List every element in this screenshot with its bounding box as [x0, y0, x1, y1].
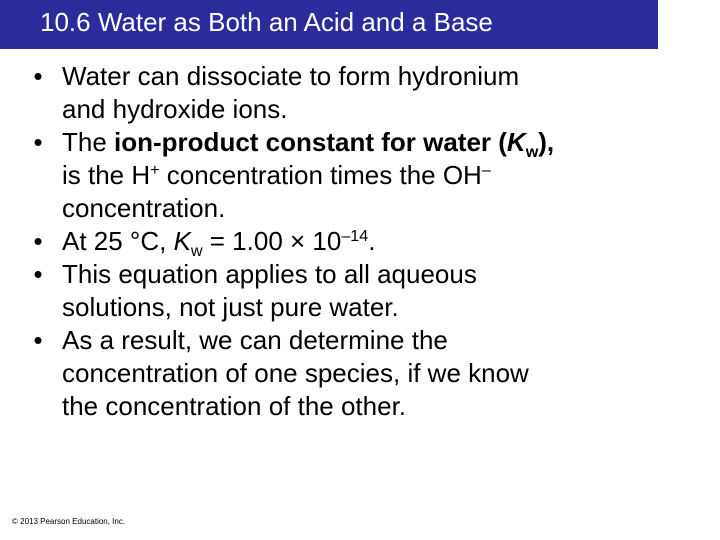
minus-superscript: –: [481, 161, 491, 180]
bullet-text: the concentration of the other.: [62, 391, 407, 421]
bullet-item: [28, 60, 708, 126]
bullet-text: As a result, we can determine the: [62, 325, 448, 355]
bullet-line: [62, 159, 708, 192]
bullet-item: [28, 324, 708, 423]
bullet-text: At 25 °C,: [62, 226, 174, 256]
bullet-text: This equation applies to all aqueous: [62, 259, 477, 289]
bullet-text: The: [62, 127, 115, 157]
kw-symbol: K: [506, 127, 526, 157]
bullet-list: [28, 60, 708, 423]
bullet-item: [28, 126, 708, 225]
title-bar: [0, 0, 658, 49]
exponent-superscript: –14: [341, 227, 369, 246]
bullet-text: is the H: [62, 160, 151, 190]
copyright-footer: © 2013 Pearson Education, Inc.: [12, 517, 126, 526]
bullet-marker: •: [33, 226, 43, 256]
bullet-line: [62, 225, 708, 258]
bullet-text: Water can dissociate to form hydronium: [62, 61, 520, 91]
bullet-line: [62, 126, 708, 159]
bullet-item: [28, 225, 708, 258]
bullet-text: concentration.: [62, 193, 226, 223]
bullet-text: .: [368, 226, 376, 256]
kw-symbol: K: [173, 226, 191, 256]
bullet-text: = 1.00 × 10: [202, 226, 342, 256]
term-text: ion-product constant for water (: [114, 127, 507, 157]
bullet-text: solutions, not just pure water.: [62, 292, 399, 322]
bullet-marker: •: [33, 61, 43, 91]
bullet-text: concentration of one species, if we know: [62, 358, 529, 388]
bullet-marker: •: [33, 127, 43, 157]
plus-superscript: +: [150, 161, 160, 180]
term-text-end: ),: [538, 127, 555, 157]
bullet-text: and hydroxide ions.: [62, 94, 288, 124]
slide-title: 10.6 Water as Both an Acid and a Base: [40, 7, 493, 37]
bullet-item: [28, 258, 708, 324]
bullet-text: concentration times the OH: [159, 160, 482, 190]
kw-subscript: w: [190, 241, 203, 260]
kw-subscript: w: [525, 142, 539, 161]
bullet-marker: •: [33, 325, 43, 355]
bullet-marker: •: [33, 259, 43, 289]
